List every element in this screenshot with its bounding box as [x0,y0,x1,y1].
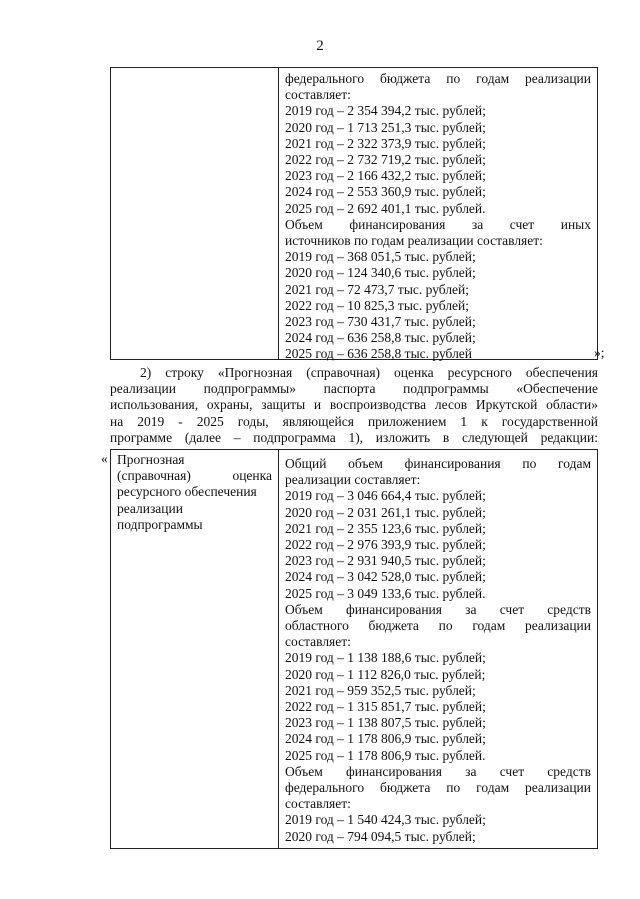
text-line: 2024 год – 636 258,8 тыс. рублей; [285,330,476,346]
resource-table [110,449,598,849]
text-line: 2021 год – 2 355 123,6 тыс. рублей; [285,520,486,536]
text-line: 2020 год – 1 112 826,0 тыс. рублей; [285,666,486,682]
text-line: составляет: [285,87,351,103]
text-line: 2024 год – 1 178 806,9 тыс. рублей; [285,731,486,747]
text-line: Общий объем финансирования по годам [285,456,591,471]
text-line: 2019 год – 1 540 424,3 тыс. рублей; [285,812,486,828]
text-line: 2019 год – 2 354 394,2 тыс. рублей; [285,103,486,119]
text-line: 2021 год – 2 322 373,9 тыс. рублей; [285,135,486,151]
text-line: 2025 год – 1 178 806,9 тыс. рублей. [285,747,486,763]
table-continuation [110,67,598,360]
text-line: 2023 год – 1 138 807,5 тыс. рублей; [285,715,486,731]
header-line: (справочная) оценка [117,468,272,484]
text-line: источников по годам реализации составляет: [285,233,543,249]
header-line: Прогнозная [117,452,185,467]
paragraph-line: на 2019 - 2025 годы, являющейся приложением 1 к государственной [110,413,598,429]
text-line: 2019 год – 1 138 188,6 тыс. рублей; [285,650,486,666]
text-line: 2021 год – 72 473,7 тыс. рублей; [285,281,470,297]
text-line: 2020 год – 2 031 261,1 тыс. рублей; [285,504,486,520]
paragraph-line: программе (далее – подпрограмма 1), изложить в следующей редакции: [110,429,598,445]
text-line: федерального бюджета по годам реализации [285,71,591,86]
text-line: 2021 год – 959 352,5 тыс. рублей; [285,682,476,698]
text-line: 2025 год – 636 258,8 тыс. рублей [285,346,473,362]
text-line: 2022 год – 2 732 719,2 тыс. рублей; [285,152,486,168]
header-line: подпрограммы [117,516,203,532]
text-line: 2025 год – 2 692 401,1 тыс. рублей. [285,200,486,216]
header-line: реализации [117,500,183,516]
financing-cell [285,71,591,363]
text-line: 2025 год – 3 049 133,6 тыс. рублей. [285,585,486,601]
paragraph-line: реализации подпрограммы» паспорта подпрограммы «Обеспечение [110,381,598,397]
text-line: 2022 год – 2 976 393,9 тыс. рублей; [285,537,486,553]
page-number: 2 [316,38,324,54]
header-line: ресурсного обеспечения [117,484,257,500]
amendment-paragraph [110,365,598,446]
opening-quote: « [101,451,108,466]
text-line: 2024 год – 2 553 360,9 тыс. рублей; [285,184,486,200]
text-line: Объем финансирования за счет иных [285,216,591,232]
text-line: 2024 год – 3 042 528,0 тыс. рублей; [285,569,486,585]
text-line: составляет: [285,796,351,812]
text-line: федерального бюджета по годам реализации [285,780,591,796]
text-line: 2020 год – 1 713 251,3 тыс. рублей; [285,119,486,135]
financing-cell [285,456,591,845]
paragraph-line: 2) строку «Прогнозная (справочная) оценка ресурсного обеспечения [140,365,598,380]
text-line: 2020 год – 794 094,5 тыс. рублей; [285,828,476,844]
text-line: составляет: [285,634,351,650]
text-line: 2022 год – 1 315 851,7 тыс. рублей; [285,699,486,715]
column-divider [278,68,279,359]
text-line: реализации составляет: [285,472,421,488]
text-line: Объем финансирования за счет средств [285,763,591,779]
text-line: 2023 год – 730 431,7 тыс. рублей; [285,314,476,330]
text-line: 2022 год – 10 825,3 тыс. рублей; [285,297,470,313]
text-line: 2023 год – 2 931 940,5 тыс. рублей; [285,553,486,569]
text-line: областного бюджета по годам реализации [285,618,591,634]
text-line: 2019 год – 3 046 664,4 тыс. рублей; [285,488,486,504]
paragraph-line: использования, охраны, защиты и воспроизводства лесов Иркутской области» [110,397,598,413]
closing-quote: »; [594,345,605,360]
text-line: 2023 год – 2 166 432,2 тыс. рублей; [285,168,486,184]
text-line: Объем финансирования за счет средств [285,601,591,617]
row-header-cell [117,452,272,533]
text-line: 2019 год – 368 051,5 тыс. рублей; [285,249,476,265]
text-line: 2020 год – 124 340,6 тыс. рублей; [285,265,476,281]
column-divider [278,450,279,848]
